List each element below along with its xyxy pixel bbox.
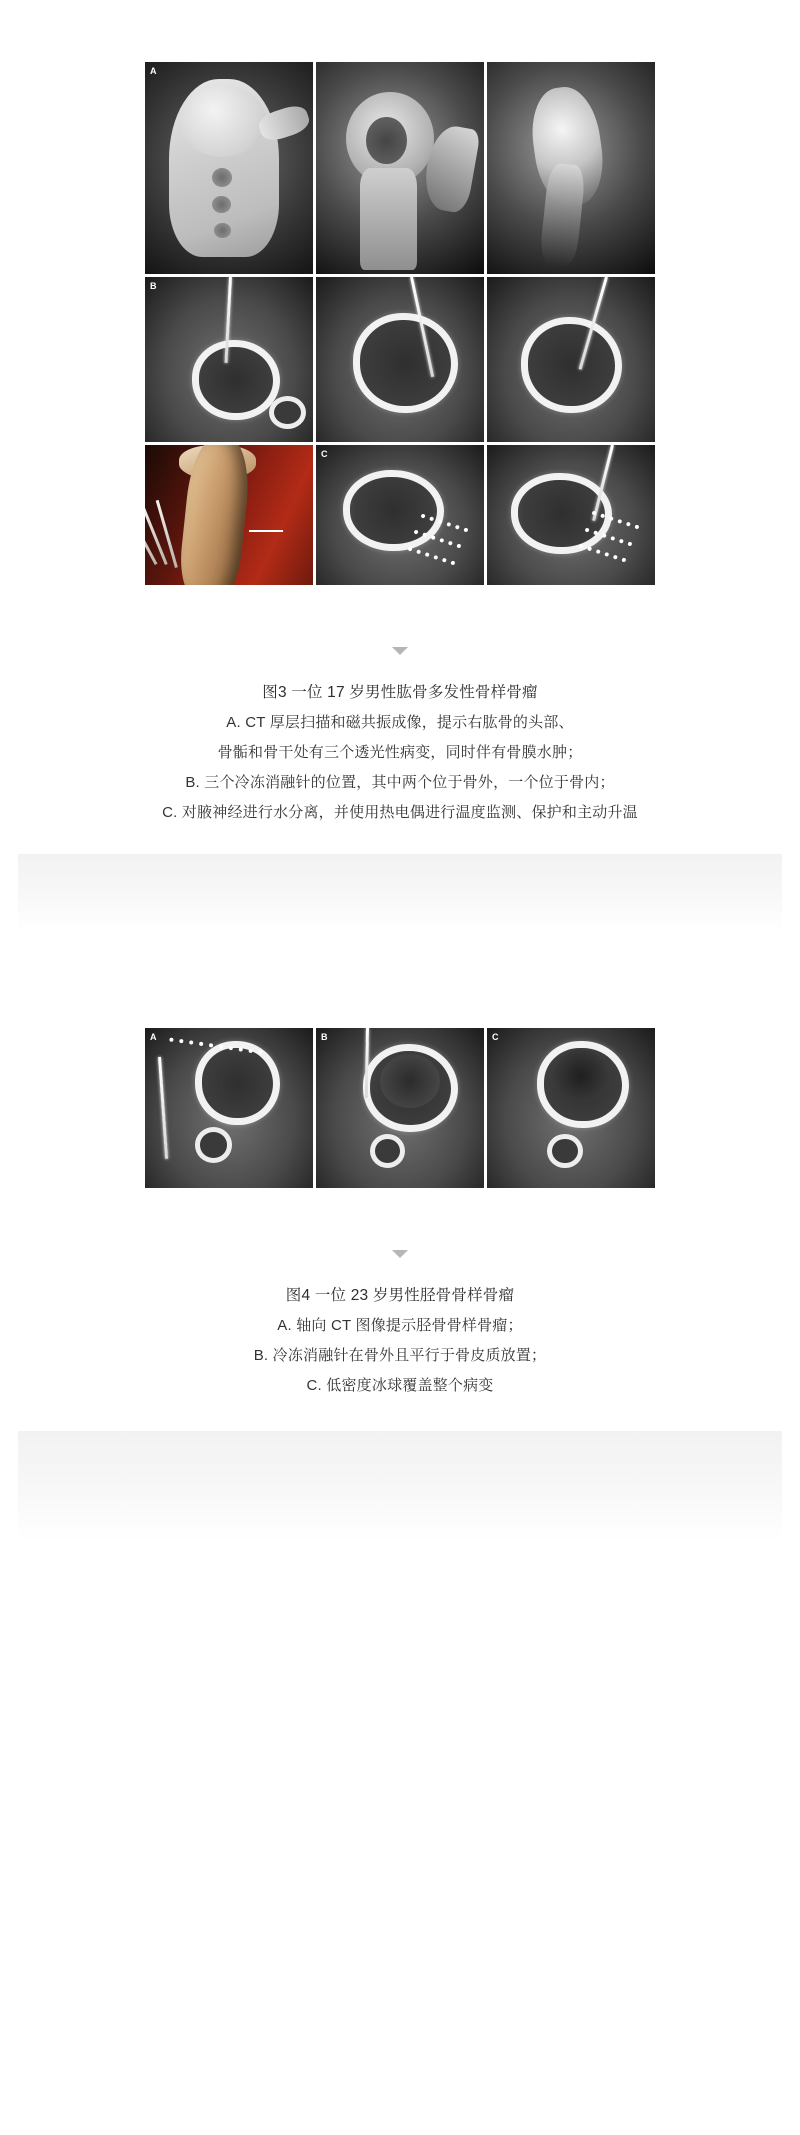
figure-3-caption-line-2: 骨骺和骨干处有三个透光性病变，同时伴有骨膜水肿； (217, 744, 583, 761)
figure-4-caption-title: 图4 一位 23 岁男性胫骨骨样骨瘤 (285, 1287, 515, 1304)
figure-4-fade-divider (18, 1431, 782, 1541)
figure-3-fade-divider (18, 854, 782, 932)
fibula-ring (547, 1134, 582, 1168)
figure-3-caption-line-3: B. 三个冷冻消融针的位置，其中两个位于骨外，一个位于骨内； (185, 774, 615, 791)
panel-label-c: C (492, 1032, 499, 1042)
lucent-lesion (214, 223, 231, 238)
figure-3-image-grid (145, 62, 655, 585)
lucent-lesion (212, 196, 230, 213)
figure-4-caption-line-1: A. 轴向 CT 图像提示胫骨骨样骨瘤； (277, 1317, 523, 1334)
panel-label-b: B (150, 281, 157, 291)
figure-4-panel-1 (145, 1028, 313, 1188)
panel-label-c: C (321, 449, 328, 459)
figure-3-caption-line-1: A. CT 厚层扫描和磁共振成像，提示右肱骨的头部、 (226, 714, 574, 731)
figure-3-panel-9 (487, 445, 655, 585)
ice-ball-region (554, 1050, 608, 1101)
fibula-ring (195, 1127, 232, 1163)
figure-4-panel-2 (316, 1028, 484, 1188)
figure-3-caption-title: 图3 一位 17 岁男性肱骨多发性骨样骨瘤 (262, 684, 538, 701)
humeral-shaft-shape (360, 168, 417, 270)
figure-3-caption (40, 677, 760, 828)
bone-cortex-ring (521, 317, 622, 414)
humeral-head-shape (179, 85, 266, 157)
figure-4-block (0, 932, 800, 1541)
panel-label-b: B (321, 1032, 328, 1042)
figure-3-panel-4 (145, 277, 313, 442)
figure-4-collapse-arrow[interactable] (0, 1250, 800, 1258)
bone-cortex-ring (343, 470, 444, 551)
figure-3-panel-6 (487, 277, 655, 442)
bone-cortex-ring (353, 313, 458, 413)
figure-3-caption-line-4: C. 对腋神经进行水分离，并使用热电偶进行温度监测、保护和主动升温 (162, 804, 638, 821)
figure-4-panel-3 (487, 1028, 655, 1188)
tibia-cortex-ring (195, 1041, 280, 1125)
panel-label-a: A (150, 1032, 157, 1042)
figure-3-panel-2 (316, 62, 484, 274)
bone-cortex-ring (192, 340, 280, 420)
figure-3-panel-7 (145, 445, 313, 585)
figure-3-block (0, 0, 800, 932)
fibula-ring (269, 396, 306, 429)
figure-4-caption-line-3: C. 低密度冰球覆盖整个病变 (306, 1377, 494, 1394)
figure-3-panel-1 (145, 62, 313, 274)
panel-label-a: A (150, 66, 157, 76)
scale-bar (249, 530, 283, 532)
figure-3-panel-5 (316, 277, 484, 442)
figure-4-caption-line-2: B. 冷冻消融针在骨外且平行于骨皮质放置； (253, 1347, 547, 1364)
marrow-edema-region (366, 117, 406, 164)
figure-3-panel-8 (316, 445, 484, 585)
triangle-up-icon (392, 647, 408, 655)
figure-3-collapse-arrow[interactable] (0, 647, 800, 655)
figure-4-caption (40, 1280, 760, 1401)
figure-4-image-grid (145, 1028, 655, 1188)
osteoid-osteoma-lesion (380, 1054, 440, 1108)
fibula-ring (370, 1134, 405, 1168)
figure-3-panel-3 (487, 62, 655, 274)
triangle-up-icon (392, 1250, 408, 1258)
